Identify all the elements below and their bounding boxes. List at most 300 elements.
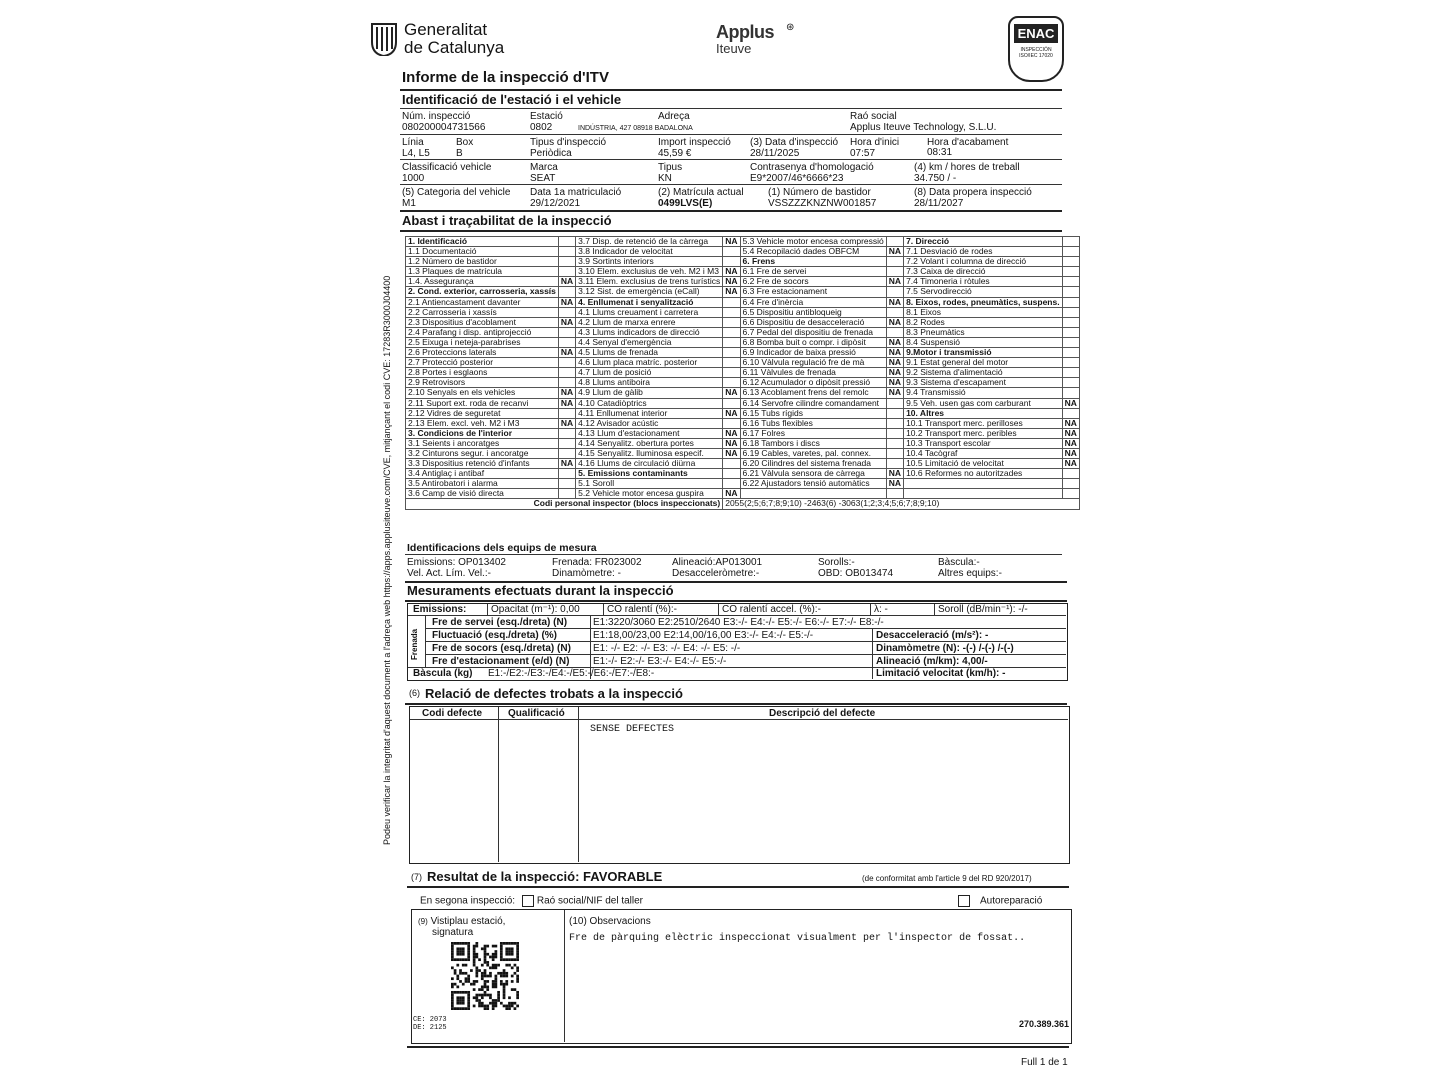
abast-item-label: 3.11 Elem. exclusius de trens turístics [576,277,723,287]
abast-item-status [558,337,575,347]
abast-item-label: 1.3 Plaques de matrícula [406,267,559,277]
abast-item-label: 8.3 Pneumàtics [904,327,1063,337]
vistiplau [418,916,505,927]
classif-label: Classificació vehicle [402,162,492,173]
equip-altres: Altres equips:- [938,568,1002,579]
abast-row [406,438,1080,448]
equip-obd: OBD: OB013474 [818,568,894,579]
abast-item-label: 3.10 Elem. exclusius de veh. M2 i M3 [576,267,723,277]
abast-item-label: 8.2 Rodes [904,317,1063,327]
co-ralenti-value: CO ralentí (%):- [607,604,678,615]
mesuraments-title: Mesuraments efectuats durant la inspecció [407,583,674,598]
abast-row [406,479,1080,489]
enac-seal [1008,16,1064,82]
abast-item-label: 10.1 Transport merc. perilloses [904,418,1063,428]
equip-emissions: Emissions: OP013402 [407,557,506,568]
abast-item-label: 6. Frens [740,257,886,267]
abast-item-label: 6.2 Fre de socors [740,277,886,287]
abast-item-status [558,327,575,337]
abast-item-status [886,438,903,448]
frenada-label: Frenada [410,628,419,660]
applus-logo [716,22,795,56]
abast-item-status [1062,337,1079,347]
abast-item-label: 3.3 Dispositius retenció d'infants [406,459,559,469]
abast-item-label: 3.5 Antirobatori i alarma [406,479,559,489]
abast-item-status [1062,388,1079,398]
contrasenya-label: Contrasenya d'homologació [750,162,874,173]
abast-item-label: 5.1 Soroll [576,479,723,489]
abast-item-status [886,448,903,458]
abast-row [406,337,1080,347]
abast-item-label [904,479,1063,489]
abast-item-status: NA [558,418,575,428]
abast-item-status [886,418,903,428]
abast-item-label: 6.21 Vàlvula sensora de càrrega [740,469,886,479]
abast-item-label: 3.4 Antiglaç i antibaf [406,469,559,479]
abast-item-label: 8.1 Eixos [904,307,1063,317]
abast-item-label: 9.5 Veh. usen gas com carburant [904,398,1063,408]
abast-item-label: 6.16 Tubs flexibles [740,418,886,428]
abast-item-label: 2.10 Senyals en els vehicles [406,388,559,398]
abast-item-label: 1.2 Número de bastidor [406,257,559,267]
abast-row [406,489,1080,499]
autoreparacio-checkbox[interactable] [958,895,970,907]
abast-item-label: 10.4 Tacògraf [904,448,1063,458]
abast-row [406,307,1080,317]
abast-item-status [886,267,903,277]
abast-item-status: NA [886,368,903,378]
abast-item-label: 6.15 Tubs rígids [740,408,886,418]
data-insp-label: (3) Data d'inspecció [750,137,839,148]
abast-item-status [723,327,740,337]
abast-item-status [723,257,740,267]
abast-item-label: 4.6 Llum placa matríc. posterior [576,358,723,368]
abast-item-label: 6.8 Bomba buit o compr. i dipòsit [740,337,886,347]
equip-desaccelerometre: Desacceleròmetre:- [672,568,760,579]
box-label: Box [456,137,474,148]
generalitat-logo [370,22,398,61]
abast-item-label: 10.3 Transport escolar [904,438,1063,448]
abast-item-status [1062,247,1079,257]
abast-row [406,327,1080,337]
abast-item-label: 3.12 Sist. de emergència (eCall) [576,287,723,297]
vistiplau-num: (9) [418,917,428,926]
abast-item-status [558,358,575,368]
data-insp-value: 28/11/2025 [750,148,800,159]
abast-item-status [723,317,740,327]
observacions-label: (10) Observacions [569,916,651,927]
abast-item-status [558,378,575,388]
soroll-value: Soroll (dB/min⁻¹): -/- [938,604,1028,615]
abast-item-label: 2.1 Antiencastament davanter [406,297,559,307]
hora-inici-label: Hora d'inici [850,137,900,148]
abast-item-label: 4.12 Avisador acústic [576,418,723,428]
abast-item-status [886,307,903,317]
abast-item-label: 4.5 Llums de frenada [576,348,723,358]
abast-item-status [558,307,575,317]
num-insp-label: Núm. inspecció [402,111,471,122]
signatura-label: signatura [432,927,474,938]
abast-item-status [558,469,575,479]
abast-row [406,448,1080,458]
abast-item-status: NA [723,489,740,499]
abast-item-label: 4. Enllumenat i senyalització [576,297,723,307]
abast-row [406,257,1080,267]
defectes-box [409,706,1070,864]
defectes-title: Relació de defectes trobats a la inspecció [425,686,683,701]
abast-item-status [886,398,903,408]
abast-item-label: 6.18 Tambors i discs [740,438,886,448]
abast-item-label [904,489,1063,499]
abast-item-label: 6.5 Dispositiu antibloqueig [740,307,886,317]
gov-name-line2: de Catalunya [404,38,505,57]
bastidor-value: VSSZZZKNZNW001857 [768,198,877,209]
qr-code-icon [451,942,519,1010]
abast-item-label: 2.8 Portes i esglaons [406,368,559,378]
abast-item-status [723,307,740,317]
abast-item-label: 1.4. Assegurança [406,277,559,287]
marca-label: Marca [530,162,558,173]
box-value: B [456,148,463,159]
abast-item-status: NA [723,388,740,398]
abast-row [406,368,1080,378]
categoria-label: (5) Categoria del vehicle [402,187,511,198]
abast-item-status [723,418,740,428]
abast-item-label: 4.9 Llum de gàlib [576,388,723,398]
abast-item-label: 8. Eixos, rodes, pneumàtics, suspens. [904,297,1063,307]
abast-item-status [886,408,903,418]
abast-item-status: NA [723,267,740,277]
abast-item-label: 3.8 Indicador de velocitat [576,247,723,257]
abast-item-label: 5.3 Vehicle motor encesa compressió [740,237,886,247]
abast-item-label: 4.15 Senyalitz. lluminosa especif. [576,448,723,458]
abast-item-status: NA [723,448,740,458]
descripcio-header: Descripció del defecte [769,708,876,719]
equip-frenada: Frenada: FR023002 [552,557,642,568]
rao-label: Raó social [850,111,897,122]
abast-item-label: 7.4 Timoneria i ròtules [904,277,1063,287]
defectes-num: (6) [409,688,420,698]
abast-item-status [1062,267,1079,277]
abast-item-status: NA [723,237,740,247]
abast-item-status [886,237,903,247]
rao-nif-label: Raó social/NIF del taller [536,895,644,907]
bascula-value: E1:-/E2:-/E3:-/E4:-/E5:-/E6:-/E7:-/E8:- [488,668,655,679]
abast-row [406,287,1080,297]
abast-item-label: 4.3 Llums indicadors de direcció [576,327,723,337]
abast-item-label: 10.2 Transport merc. peribles [904,428,1063,438]
abast-item-label: 1. Identificació [406,237,559,247]
abast-item-label: 2.12 Vidres de seguretat [406,408,559,418]
abast-item-label: 6.3 Fre estacionament [740,287,886,297]
num-insp-value: 080200004731566 [402,122,486,133]
abast-item-label: 3.9 Sortints interiors [576,257,723,267]
abast-item-label: 4.11 Enllumenat interior [576,408,723,418]
ce-code: CE: 2073 [413,1016,447,1024]
abast-item-label: 2. Cond. exterior, carrosseria, xassís [406,287,559,297]
abast-item-label: 6.19 Cables, varetes, pal. connex. [740,448,886,458]
observacions-text: Fre de pàrquing elèctric inspeccionat visualment per l'inspector de fossat.. [569,933,1026,944]
equip-bascula: Bàscula:- [938,557,980,568]
abast-row [406,317,1080,327]
abast-item-status [1062,297,1079,307]
equip-dinamometre: Dinamòmetre: - [552,568,621,579]
abast-item-status: NA [723,428,740,438]
abast-item-status: NA [886,348,903,358]
abast-item-status: NA [558,348,575,358]
taller-checkbox[interactable] [522,895,534,907]
abast-item-status: NA [886,277,903,287]
abast-item-status [723,247,740,257]
abast-item-status [1062,307,1079,317]
matricula-label: (2) Matrícula actual [658,187,744,198]
lambda-value: λ: - [874,604,888,615]
verification-note: Podeu verificar la integritat d'aquest document a l'adreça web https://apps.applusiteuve.com/CVE, mitjançant el codi CVE: 17283R3000J04400 [382,275,392,845]
abast-item-label: 6.10 Vàlvula regulació fre de mà [740,358,886,368]
equip-vel-act: Vel. Act. Lím. Vel.:- [407,568,491,579]
tipus-value: KN [658,173,672,184]
rao-value: Applus Iteuve Technology, S.L.U. [850,122,997,133]
abast-item-status: NA [558,388,575,398]
page-indicator: Full 1 de 1 [1021,1057,1068,1068]
opacitat-value: Opacitat (m⁻¹): 0,00 [491,604,580,615]
fre-estac-label: Fre d'estacionament (e/d) (N) [432,656,570,667]
abast-item-status: NA [723,277,740,287]
abast-row [406,418,1080,428]
abast-item-status: NA [1062,418,1079,428]
abast-item-label: 10.5 Limitació de velocitat [904,459,1063,469]
adreca-value: INDÚSTRIA, 427 08918 BADALONA [578,125,693,132]
abast-item-label: 6.1 Fre de servei [740,267,886,277]
abast-item-label: 6.7 Pedal del dispositiu de frenada [740,327,886,337]
abast-item-status: NA [886,378,903,388]
codi-defecte-header: Codi defecte [422,708,483,719]
abast-item-label: 5.4 Recopilació dades OBFCM [740,247,886,257]
abast-item-status [723,337,740,347]
abast-item-label: 2.11 Suport ext. roda de recanvi [406,398,559,408]
abast-item-label: 2.3 Dispositius d'acoblament [406,317,559,327]
abast-item-label: 2.4 Parafang i disp. antiprojecció [406,327,559,337]
abast-item-label: 8.4 Suspensió [904,337,1063,347]
abast-item-status [558,489,575,499]
generalitat-emblem-icon [370,22,398,56]
data-mat-label: Data 1a matriculació [530,187,622,198]
hora-inici-value: 07:57 [850,148,876,159]
segona-label: En segona inspecció: [420,895,516,907]
abast-item-status [1062,287,1079,297]
hora-acab-value: 08:31 [927,147,953,158]
abast-title: Abast i traçabilitat de la inspecció [402,213,612,228]
abast-item-status: NA [558,317,575,327]
km-label: (4) km / hores de treball [914,162,1020,173]
abast-item-label: 3.2 Cinturons segur. i ancoratge [406,448,559,458]
abast-item-label: 6.14 Servofre cilindre comandament [740,398,886,408]
abast-item-status [1062,257,1079,267]
abast-item-status [558,237,575,247]
abast-item-status: NA [1062,448,1079,458]
abast-item-status [723,368,740,378]
abast-item-status [1062,408,1079,418]
abast-item-label: 6.6 Dispositiu de desacceleració [740,317,886,327]
propera-label: (8) Data propera inspecció [914,187,1032,198]
abast-item-label: 5.2 Vehicle motor encesa guspira [576,489,723,499]
abast-row [406,378,1080,388]
abast-item-label: 6.13 Acoblament frens del remolc [740,388,886,398]
abast-row [406,267,1080,277]
abast-item-label: 10.6 Reformes no autoritzades [904,469,1063,479]
abast-item-label: 4.13 Llum d'estacionament [576,428,723,438]
abast-row [406,408,1080,418]
abast-item-status [723,398,740,408]
abast-item-label: 9.2 Sistema d'alimentació [904,368,1063,378]
equip-sorolls: Sorolls:- [818,557,855,568]
abast-item-status: NA [558,398,575,408]
abast-item-label: 7.3 Caixa de direcció [904,267,1063,277]
brand-name: Applus [716,22,774,42]
abast-item-status: NA [886,297,903,307]
tipus-insp-value: Periòdica [530,148,572,159]
classif-value: 1000 [402,173,425,184]
abast-item-label: 3.6 Camp de visió directa [406,489,559,499]
fre-servei-value: E1:3220/3060 E2:2510/2640 E3:-/- E4:-/- E5:-/- E6:-/- E7:-/- E8:-/- [593,617,884,628]
abast-item-status: NA [558,297,575,307]
abast-item-status [558,428,575,438]
brand-mark-icon: ⊛ [786,22,795,33]
resultat-title: Resultat de la inspecció: FAVORABLE [427,869,663,884]
hora-acab-label: Hora d'acabament [927,137,1009,148]
document-number: 270.389.361 [1019,1019,1070,1029]
abast-item-status: NA [1062,398,1079,408]
abast-row [406,358,1080,368]
abast-row [406,388,1080,398]
abast-item-label: 2.7 Protecció posterior [406,358,559,368]
abast-item-label: 9.4 Transmissió [904,388,1063,398]
resultat-num: (7) [411,872,422,882]
autoreparacio [958,895,1042,907]
abast-item-label: 3. Condicions de l'interior [406,428,559,438]
tipus-label: Tipus [658,162,683,173]
abast-item-label: 9.3 Sistema d'escapament [904,378,1063,388]
abast-item-status [558,257,575,267]
abast-item-status: NA [723,287,740,297]
abast-row [406,348,1080,358]
abast-item-status [723,297,740,307]
abast-item-status [723,348,740,358]
tipus-insp-label: Tipus d'inspecció [530,137,607,148]
abast-item-status [1062,317,1079,327]
abast-item-status [886,287,903,297]
abast-item-label: 7.2 Volant i columna de direcció [904,257,1063,267]
abast-row [406,247,1080,257]
abast-item-status [558,479,575,489]
abast-item-label: 2.6 Proteccions laterals [406,348,559,358]
resultat-note: (de conformitat amb l'article 9 del RD 920/2017) [862,874,1032,883]
abast-item-label: 10. Altres [904,408,1063,418]
abast-row [406,277,1080,287]
import-label: Import inspecció [658,137,731,148]
bascula-label: Bàscula (kg) [413,668,473,679]
abast-item-status [1062,358,1079,368]
abast-item-status: NA [886,337,903,347]
abast-item-label: 2.5 Eixuga i neteja-parabrises [406,337,559,347]
abast-item-status: NA [886,317,903,327]
abast-row [406,237,1080,247]
equips-title: Identificacions dels equips de mesura [407,542,597,554]
linia-label: Línia [402,137,424,148]
abast-item-label: 4.8 Llums antiboira [576,378,723,388]
abast-item-status [558,267,575,277]
abast-row [406,428,1080,438]
abast-item-status: NA [886,247,903,257]
abast-item-status [1062,368,1079,378]
fre-servei-label: Fre de servei (esq./dreta) (N) [432,617,568,628]
codi-inspector-label: Codi personal inspector (blocs inspeccionats) [406,499,723,509]
matricula-value: 0499LVS(E) [658,198,713,209]
abast-item-status [886,428,903,438]
codi-inspector-value: 2055(2;5;6;7;8;9;10) -2463(6) -3063(1;2;3;4;5;6;7;8;9;10) [723,499,1080,509]
autoreparacio-label: Autoreparació [980,895,1043,907]
abast-item-label: 4.2 Llum de marxa enrere [576,317,723,327]
abast-item-status [886,459,903,469]
abast-item-label: 2.13 Elem. excl. veh. M2 i M3 [406,418,559,428]
abast-item-label: 3.1 Seients i ancoratges [406,438,559,448]
abast-item-label: 6.11 Vàlvules de frenada [740,368,886,378]
abast-item-label: 6.17 Folres [740,428,886,438]
desacceleracio-value: Desacceleració (m/s²): - [876,630,989,641]
abast-item-label: 2.2 Carrosseria i xassís [406,307,559,317]
abast-item-label: 4.7 Llum de posició [576,368,723,378]
estacio-label: Estació [530,111,563,122]
abast-item-status [558,247,575,257]
abast-row [406,469,1080,479]
marca-value: SEAT [530,173,556,184]
fre-socors-label: Fre de socors (esq./dreta) (N) [432,643,571,654]
abast-table [405,236,1080,510]
abast-item-status: NA [886,388,903,398]
segona-inspeccio [420,895,643,907]
defecte-description: SENSE DEFECTES [590,724,675,735]
abast-item-status [1062,479,1079,489]
abast-item-label: 2.9 Retrovisors [406,378,559,388]
abast-item-status [886,327,903,337]
import-value: 45,59 € [658,148,692,159]
alineacio-value: Alineació (m/km): 4,00/- [876,656,988,667]
enac-sub: INSPECCIÓN ISO/IEC 17020 [1019,47,1053,59]
abast-item-label: 7.1 Desviació de rodes [904,247,1063,257]
adreca-label: Adreça [658,111,690,122]
abast-item-label: 4.14 Senyalitz. obertura portes [576,438,723,448]
abast-item-label: 6.12 Acumulador o dipòsit pressió [740,378,886,388]
abast-item-status [1062,489,1079,499]
fre-estac-value: E1:-/- E2:-/- E3:-/- E4:-/- E5:-/- [593,656,727,667]
contrasenya-value: E9*2007/46*6666*23 [750,173,844,184]
abast-item-label: 1.1 Documentació [406,247,559,257]
abast-item-status [558,448,575,458]
abast-item-label: 6.4 Fre d'inèrcia [740,297,886,307]
abast-item-status: NA [886,358,903,368]
estacio-value: 0802 [530,122,553,133]
abast-item-label: 7.5 Servodirecció [904,287,1063,297]
abast-item-label: 9.Motor i transmissió [904,348,1063,358]
abast-item-label: 7. Direcció [904,237,1063,247]
abast-item-status: NA [1062,438,1079,448]
emissions-label: Emissions: [413,604,467,615]
abast-item-status [723,459,740,469]
abast-item-status [558,438,575,448]
abast-item-status [558,287,575,297]
abast-row [406,398,1080,408]
abast-item-status: NA [723,438,740,448]
